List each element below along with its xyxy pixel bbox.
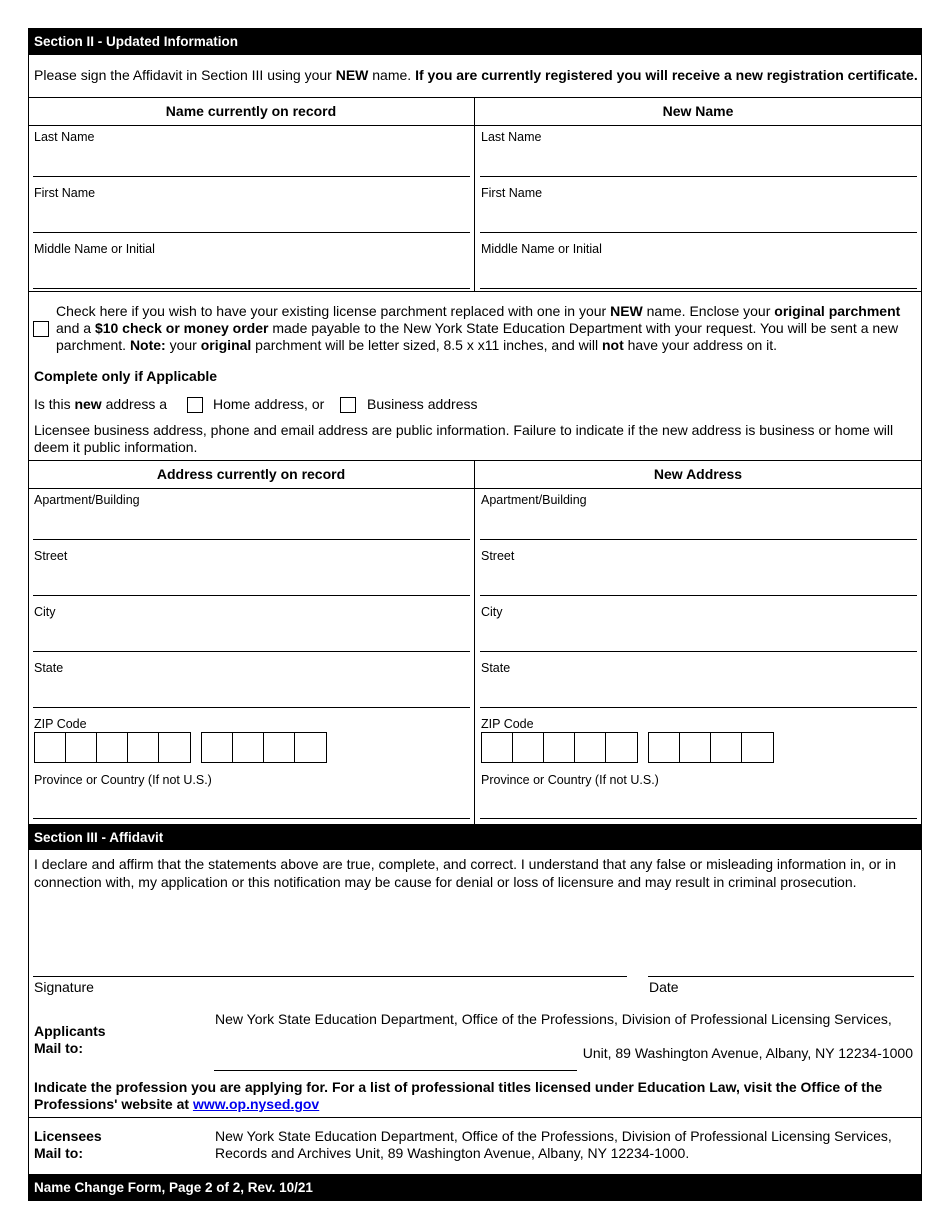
current-last-name-field[interactable] [33,176,470,177]
profession-instruction: Indicate the profession you are applying for. For a list of professional titles licensed under Education Law, visit the Office of the Professions' website at www.op.nysed.gov [34,1079,883,1112]
address-new-header: New Address [653,466,743,482]
name-table-divider [474,97,475,291]
new-first-name-label: First Name [481,186,543,200]
new-middle-name-field[interactable] [480,288,917,289]
business-address-checkbox[interactable] [340,397,356,413]
new-province-field[interactable] [480,818,917,819]
new-street-field[interactable] [480,595,917,596]
licensees-address: New York State Education Department, Office of the Professions, Division of Professional Licensing Services, Records and Archives Unit, 89 Washington Avenue, Albany, NY 12234-1000. [215,1128,892,1161]
new-street-label: Street [481,549,515,563]
current-state-field[interactable] [33,707,470,708]
address-table-top [28,460,922,461]
current-apartment-label: Apartment/Building [34,493,140,507]
new-last-name-field[interactable] [480,176,917,177]
name-table-top [28,97,922,98]
current-city-field[interactable] [33,651,470,652]
current-province-label: Province or Country (If not U.S.) [34,773,212,787]
licensees-mail-label: Licensees Mail to: [34,1128,102,1161]
address-type-question: Is this new address a [34,396,168,412]
name-header-bottom [28,125,922,126]
address-current-header: Address currently on record [156,466,346,482]
address-table-divider [474,460,475,824]
current-zip-5-boxes[interactable] [34,732,191,763]
applicants-address-line-1: New York State Education Department, Office of the Professions, Division of Professional Licensing Services, [215,1011,892,1027]
current-middle-name-label: Middle Name or Initial [34,242,155,256]
current-city-label: City [34,605,56,619]
applicants-divider [214,1070,577,1071]
current-zip-4-boxes[interactable] [201,732,327,763]
business-address-label: Business address [367,396,478,412]
public-info-notice: Licensee business address, phone and email address are public information. Failure to indicate if the new address is business or home will deem it public information. [34,422,894,455]
applicants-address-line-2: Unit, 89 Washington Avenue, Albany, NY 12234-1000 [582,1045,913,1061]
signature-label: Signature [34,979,94,995]
applicants-mail-label: Applicants Mail to: [34,1023,106,1056]
name-current-header: Name currently on record [165,103,337,119]
current-zip-label: ZIP Code [34,717,87,731]
section-ii-intro: Please sign the Affidavit in Section III using your NEW name. If you are currently registered you will receive a new registration certificate. [34,67,918,83]
new-first-name-field[interactable] [480,232,917,233]
form-border-left [28,28,29,1201]
new-last-name-label: Last Name [481,130,542,144]
home-address-checkbox[interactable] [187,397,203,413]
new-state-field[interactable] [480,707,917,708]
name-table-bottom [28,291,922,292]
form-border-right [921,28,922,1201]
new-zip-4-boxes[interactable] [648,732,774,763]
profession-bottom-line [28,1117,922,1118]
current-province-field[interactable] [33,818,470,819]
current-street-label: Street [34,549,68,563]
signature-field[interactable] [33,976,627,977]
parchment-body: and a $10 check or money order made payable to the New York State Education Department with your request. You will be sent a new parchment. Note: your original parchment will be letter sized, 8.5 x x11 inches, and will not have your address on it. [56,320,899,353]
new-province-label: Province or Country (If not U.S.) [481,773,659,787]
name-new-header: New Name [662,103,734,119]
current-state-label: State [34,661,64,675]
current-street-field[interactable] [33,595,470,596]
new-state-label: State [481,661,511,675]
current-middle-name-field[interactable] [33,288,470,289]
new-city-label: City [481,605,503,619]
section-iii-header: Section III - Affidavit [28,824,922,850]
parchment-text: Check here if you wish to have your existing license parchment replaced with one in your NEW name. Enclose your original parchment [56,303,901,319]
new-zip-5-boxes[interactable] [481,732,638,763]
new-middle-name-label: Middle Name or Initial [481,242,602,256]
parchment-checkbox[interactable] [33,321,49,337]
section-ii-header: Section II - Updated Information [28,28,922,55]
new-apartment-label: Apartment/Building [481,493,587,507]
current-apartment-field[interactable] [33,539,470,540]
new-city-field[interactable] [480,651,917,652]
op-nysed-link[interactable]: www.op.nysed.gov [192,1096,320,1112]
current-last-name-label: Last Name [34,130,95,144]
date-label: Date [649,979,679,995]
home-address-label: Home address, or [213,396,325,412]
current-first-name-label: First Name [34,186,96,200]
complete-if-applicable-heading: Complete only if Applicable [34,368,218,384]
date-field[interactable] [648,976,914,977]
address-header-bottom [28,488,922,489]
new-apartment-field[interactable] [480,539,917,540]
current-first-name-field[interactable] [33,232,470,233]
affidavit-declaration: I declare and affirm that the statements above are true, complete, and correct. I understand that any false or misleading information in, or in connection with, my application or this notification may be cause for denial or loss of licensure and may result in criminal prosecution. [34,856,896,890]
new-zip-label: ZIP Code [481,717,534,731]
form-footer: Name Change Form, Page 2 of 2, Rev. 10/21 [28,1174,922,1201]
